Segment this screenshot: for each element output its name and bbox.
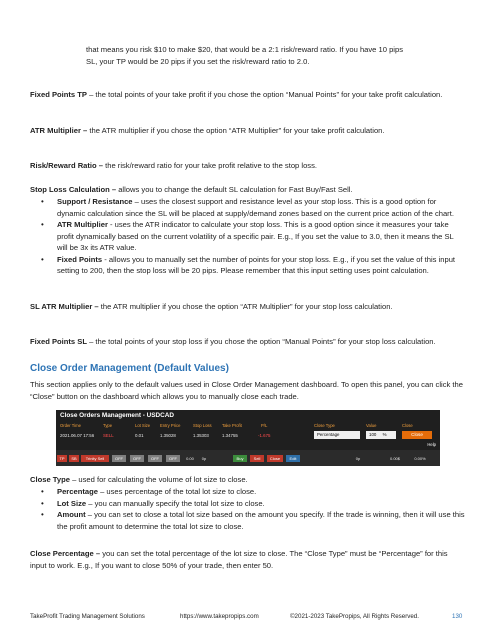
stop-loss-calc-term: Stop Loss Calculation – [30, 185, 117, 194]
list-item [30, 254, 466, 277]
bullet-term: Lot Size [57, 498, 87, 508]
fixed-points-sl-term: Fixed Points SL [30, 337, 87, 346]
close-percentage-term: Close Percentage – [30, 549, 101, 558]
header-lot-size: Lot Size [135, 423, 151, 428]
bullet-text: – you can manually specify the total lot size to close. [86, 498, 265, 508]
order-entry: 1.35028 [160, 433, 176, 438]
close-value: 100 [369, 432, 377, 437]
dashboard-toolbar [56, 450, 440, 466]
footer-url: https://www.takepropips.com [180, 613, 259, 620]
sl-atr-text: the ATR multiplier if you chose the option “ATR Multiplier” for your stop loss calculation. [98, 302, 393, 311]
bullet-term: ATR Multiplier [57, 220, 108, 229]
close-percentage-paragraph [30, 548, 466, 571]
list-item [30, 509, 466, 532]
close-type-paragraph [30, 474, 466, 486]
order-lot: 0.01 [135, 433, 144, 438]
fixed-points-tp-text: – the total points of your take profit if you chose the option “Manual Points” for your take profit calculation. [86, 90, 443, 99]
list-item [30, 219, 466, 254]
page-number: 130 [452, 613, 463, 620]
intro-line-1: that means you risk $10 to make $20, that would be a 2:1 risk/reward ratio. If you have 10 pips [86, 45, 404, 54]
atr-multiplier-paragraph [30, 125, 466, 137]
toolbar-pips-2: 0p [355, 456, 361, 461]
close-type-select: Percentage [314, 431, 360, 439]
footer-company: TakeProfit Trading Management Solutions [30, 613, 145, 620]
toolbar-off-2: OFF [130, 455, 144, 462]
list-item [30, 486, 466, 498]
close-type-options-list [30, 486, 466, 532]
list-item [30, 196, 466, 219]
toolbar-sell: Sell [250, 455, 264, 462]
dashboard-title: Close Orders Management - USDCAD [60, 412, 174, 419]
toolbar-off-1: OFF [112, 455, 126, 462]
header-value: Value [366, 423, 377, 428]
stop-loss-options-list [30, 196, 466, 277]
toolbar-close: Close [267, 455, 283, 462]
sl-atr-paragraph [30, 301, 466, 313]
stop-loss-calc-text: allows you to change the default SL calculation for Fast Buy/Fast Sell. [116, 185, 353, 194]
order-sl: 1.35303 [193, 433, 209, 438]
list-item [30, 498, 466, 510]
bullet-term: Fixed Points [57, 254, 103, 264]
bullet-text: – you can set to close a total lot size based on the amount you specify. If the trade is winning, then it will use this the profit amount to determine the total lot size to close. [57, 510, 465, 531]
close-value-unit: % [382, 432, 387, 437]
close-percentage-text: you can set the total percentage of the lot size to close. The “Close Type” must be “Percentage” for this input to work. E.g., If you want to close 50% of your trade, then enter 50. [30, 549, 448, 570]
close-type-text: – used for calculating the volume of lot size to close. [69, 475, 248, 484]
toolbar-buy: Buy [233, 455, 247, 462]
bullet-text: – uses percentage of the total lot size to close. [97, 487, 257, 496]
toolbar-pips: 0p [201, 456, 207, 461]
atr-multiplier-term: ATR Multiplier – [30, 126, 88, 135]
stop-loss-calc-paragraph [30, 184, 466, 196]
header-type: Type [103, 423, 113, 428]
fixed-points-tp-paragraph [30, 89, 466, 101]
fixed-points-sl-paragraph [30, 336, 466, 348]
toolbar-off-4: OFF [166, 455, 180, 462]
toolbar-sb: SB [69, 455, 79, 462]
section-intro-paragraph: This section applies only to the default values used in Close Order Management dashboard. To open this panel, you can click the “Close” button on the dashboard which allows you to manually close each trade. [30, 380, 463, 401]
footer-copyright: ©2021-2023 TakePropips, All Rights Reserved. [290, 613, 419, 620]
bullet-text: - uses the ATR indicator to calculate your stop loss. This is a good option since it measures your take profit dynamically based on the current volatility of a specific pair. E.g., If you set the value to 3.0, then it means the SL will be 3x its ATR value. [57, 220, 454, 252]
order-time: 2021.06.07 17:56 [60, 433, 95, 438]
toolbar-amount: 0.00$ [389, 456, 400, 461]
close-value-field [366, 431, 396, 439]
atr-multiplier-text: the ATR multiplier if you chose the option “ATR Multiplier” for your take profit calculation. [87, 126, 385, 135]
header-entry-price: Entry Price [160, 423, 181, 428]
bullet-text: - allows you to manually set the number of points for your stop loss. E.g., if you set the value of this input setting to 200, then the stop loss will be 20 pips. Please remember that this input setting uses point calculation. [57, 254, 456, 275]
header-take-profit: Take Profit [222, 423, 242, 428]
risk-reward-text: the risk/reward ratio for your take profit relative to the stop loss. [103, 161, 317, 170]
header-order-time: Order Time [60, 423, 81, 428]
header-stop-loss: Stop Loss [193, 423, 212, 428]
close-orders-dashboard-image [56, 410, 440, 466]
bullet-text: – uses the closest support and resistance level as your stop loss. This is a good option for dynamic calculation since the SL will be placed at supply/demand zones based on the current price action of the chart. [57, 197, 454, 218]
toolbar-edit: Edit [286, 455, 300, 462]
fixed-points-sl-text: – the total points of your stop loss if you chose the option “Manual Points” for your stop loss calculation. [86, 337, 436, 346]
intro-line-2: SL, your TP would be 20 pips if you set the risk/reward ratio to 2.0. [86, 56, 310, 66]
toolbar-trinity-sell: Trinity Sell [81, 455, 109, 462]
close-button: Close [402, 431, 432, 439]
bullet-term: Percentage [57, 487, 98, 496]
bullet-term: Support / Resistance [57, 197, 133, 206]
risk-reward-term: Risk/Reward Ratio – [30, 161, 104, 170]
toolbar-tp: TP [57, 455, 67, 462]
header-close-type: Close Type [314, 423, 335, 428]
toolbar-lot-value: 0.00 [186, 456, 194, 461]
order-type: SELL [103, 433, 114, 438]
fixed-points-tp-term: Fixed Points TP [30, 90, 87, 99]
bullet-term: Amount [57, 510, 86, 519]
close-type-term: Close Type [30, 475, 70, 484]
section-heading: Close Order Management (Default Values) [30, 363, 229, 374]
header-pl: P/L [261, 423, 268, 428]
toolbar-off-3: OFF [148, 455, 162, 462]
intro-paragraph [86, 44, 476, 67]
order-pl: -1.675 [258, 433, 271, 438]
order-tp: 1.34755 [222, 433, 238, 438]
help-label: Help [427, 442, 436, 447]
toolbar-percent: 0.00% [414, 456, 426, 461]
risk-reward-paragraph [30, 160, 466, 172]
header-close: Close [402, 423, 413, 428]
sl-atr-term: SL ATR Multiplier – [30, 302, 99, 311]
